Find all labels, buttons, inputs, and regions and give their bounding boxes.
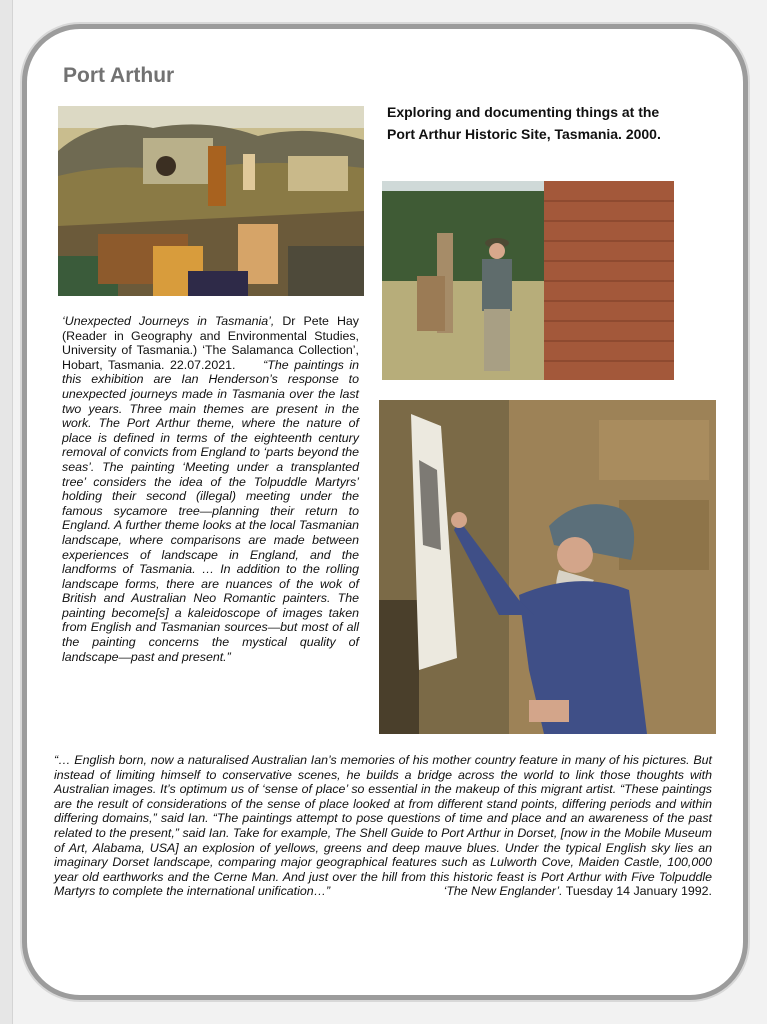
quote-new-englander: [54, 753, 712, 899]
quote-hay: [62, 314, 359, 664]
quote-hay-source: ‘Unexpected Journeys in Tasmania’,: [62, 314, 275, 328]
caption-line-2: Port Arthur Historic Site, Tasmania. 2000.: [387, 126, 661, 142]
page-title: Port Arthur: [63, 64, 175, 87]
photo-caption: [387, 101, 707, 145]
quote-new-englander-date: Tuesday 14 January 1992.: [562, 884, 712, 899]
quote-new-englander-text: “… English born, now a naturalised Australian Ian’s memories of his mother country feature in many of his pictures. But instead of limiting himself to conservative scenes, he builds a bridge across the world to link those thoughts with Australian images. It’s optimum us of ‘sense of place’ so essential in the makeup of this migrant artist. “These paintings are the result of considerations of the sense of place looked at from different stand points, differing periods and within differing domains,” said Ian. “The paintings attempt to pose questions of time and place and an awareness of the past related to the present,” said Ian. Take for example, The Shell Guide to Port Arthur in Dorset, [now in the Mobile Museum of Art, Alabama, USA] an explosion of yellows, greens and deep mauve blues. Under the typical English sky lies an imaginary Dorset landscape, comparing major geographical features such as Lulworth Cove, Maiden Castle, 100,000 year old earthworks and the Cerne Man. And just over the hill from this historic feast is Port Arthur with Five Tolpuddle Martyrs to complete the international unification…”: [54, 753, 712, 899]
site-photo-1: [382, 181, 674, 380]
quote-hay-text: “The paintings in this exhibition are Ian Henderson’s response to unexpected journeys made in Tasmania over the last two years. Three main themes are present in the work. The Port Arthur theme, where the nature of place is defined in terms of the eighteenth century removal of convicts from England to ‘parts beyond the seas’. The painting ‘Meeting under a transplanted tree’ considers the idea of the Tolpuddle Martyrs’ holding their second (illegal) meeting under the famous sycamore tree—planning their return to England. A further theme looks at the local Tasmanian landscape, where comparisons are made between experiences of landscape in England, and the landforms of Tasmania. … In addition to the rolling landscape forms, there are nuances of the wok of British and Australian Neo Romantic painters. The painting become[s] a kaleidoscope of images taken from English and Tasmanian sources—but most of all the painting concerns the mystical quality of landscape—past and present.”: [62, 357, 359, 664]
caption-line-1: Exploring and documenting things at the: [387, 104, 660, 120]
page-edge: [0, 0, 13, 1024]
quote-new-englander-source: ‘The New Englander’.: [443, 884, 563, 899]
site-photo-2: [379, 400, 716, 734]
quote-hay-attribution: Dr Pete Hay (Reader in Geography and Environmental Studies, University of Tasmania.) ‘The Salamanca Collection’, Hobart, Tasmania. 22.07.2021.: [62, 314, 359, 372]
quote-new-englander-citation: [444, 884, 712, 899]
painting-image: [58, 106, 364, 296]
